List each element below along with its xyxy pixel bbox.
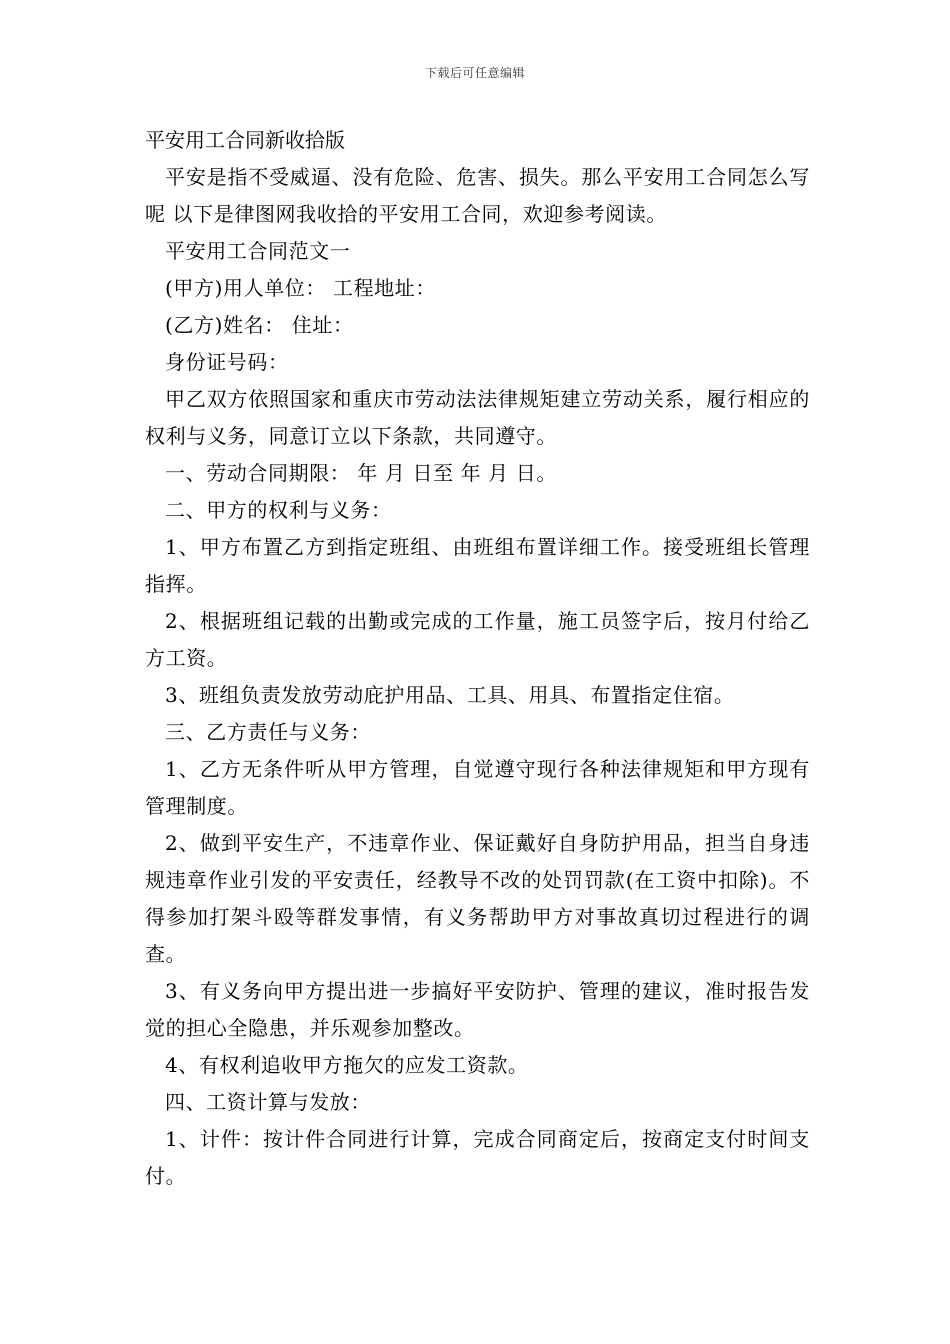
paragraph-section-1: 一、劳动合同期限： 年 月 日至 年 月 日。	[165, 461, 557, 485]
paragraph-section-3-item-1: 1、乙方无条件听从甲方管理，自觉遵守现行各种法律规矩和甲方现有管理制度。	[145, 757, 810, 818]
paragraph-section-2-item-1: 1、甲方布置乙方到指定班组、由班组布置详细工作。接受班组长管理指挥。	[145, 535, 810, 596]
paragraph-section-2-item-3: 3、班组负责发放劳动庇护用品、工具、用具、布置指定住宿。	[165, 683, 735, 707]
paragraph-intro: 平安是指不受威逼、没有危险、危害、损失。那么平安用工合同怎么写呢 以下是律图网我收拾的平安用工合同，欢迎参考阅读。	[145, 165, 810, 226]
paragraph-id-number: 身份证号码：	[165, 350, 289, 374]
paragraph-section-3-item-3: 3、有义务向甲方提出进一步搞好平安防护、管理的建议，准时报告发觉的担心全隐患，并乐观参加整改。	[145, 979, 810, 1040]
paragraph-section-2-heading: 二、甲方的权利与义务：	[165, 498, 392, 522]
paragraph-section-3-item-2: 2、做到平安生产，不违章作业、保证戴好自身防护用品，担当自身违规违章作业引发的平安责任，经教导不改的处罚罚款(在工资中扣除)。不得参加打架斗殴等群发事情，有义务帮助甲方对事故真切过程进行的调查。	[145, 831, 810, 966]
paragraph-agreement: 甲乙双方依照国家和重庆市劳动法法律规矩建立劳动关系，履行相应的权利与义务，同意订立以下条款，共同遵守。	[145, 387, 810, 448]
paragraph-party-a: (甲方)用人单位： 工程地址：	[165, 276, 436, 300]
document-title: 平安用工合同新收拾版	[145, 128, 345, 152]
header-note: 下载后可任意编辑	[424, 66, 525, 80]
paragraph-section-2-item-2: 2、根据班组记载的出勤或完成的工作量，施工员签字后，按月付给乙方工资。	[145, 609, 810, 670]
paragraph-section-4-item-1: 1、计件：按计件合同进行计算，完成合同商定后，按商定支付时间支付。	[145, 1127, 810, 1188]
paragraph-section-4-heading: 四、工资计算与发放：	[165, 1090, 371, 1114]
paragraph-section-3-item-4: 4、有权利追收甲方拖欠的应发工资款。	[165, 1053, 529, 1077]
paragraph-section-3-heading: 三、乙方责任与义务：	[165, 720, 371, 744]
paragraph-party-b: (乙方)姓名： 住址：	[165, 313, 354, 337]
document-body	[145, 122, 810, 1195]
paragraph-sample-heading: 平安用工合同范文一	[165, 239, 351, 263]
